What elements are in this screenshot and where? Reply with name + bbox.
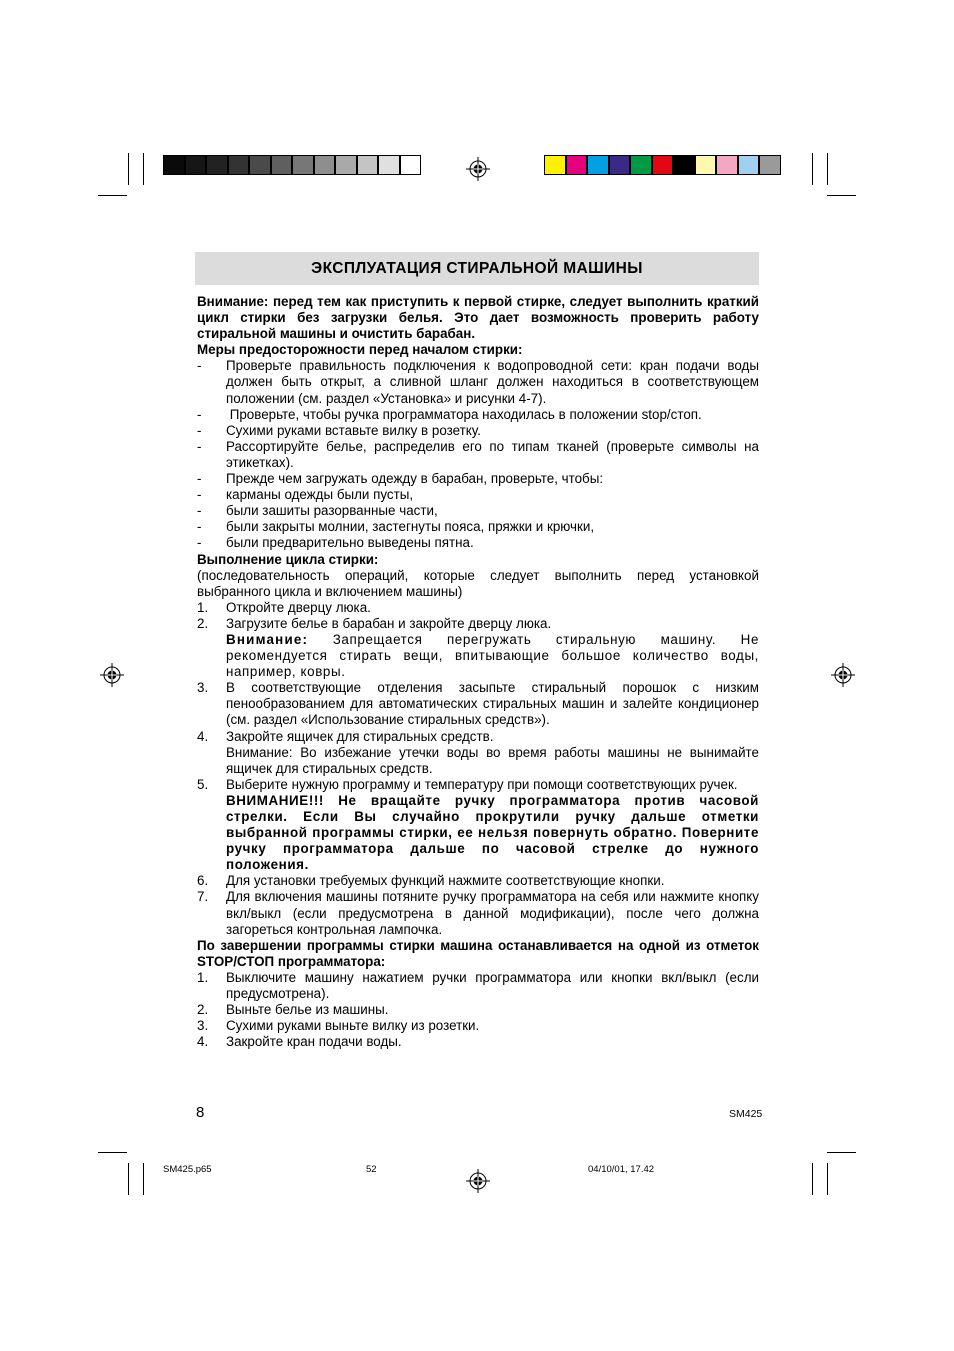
color-swatch [630, 155, 652, 175]
registration-mark-icon [831, 663, 855, 687]
intro-warning: Внимание: перед тем как приступить к первой стирке, следует выполнить краткий цикл стирки без загрузки белья. Это дает возможность проверить работу стиральной машины и очистить барабан. [197, 294, 759, 342]
color-swatch [206, 155, 228, 175]
list-item: 4. Закройте кран подачи воды. [197, 1034, 402, 1050]
color-swatch [673, 155, 695, 175]
crop-mark [143, 153, 144, 185]
color-swatch [357, 155, 379, 175]
slug-date: 04/10/01, 17.42 [588, 1164, 655, 1175]
crop-mark [827, 195, 856, 196]
section-title-banner [195, 252, 759, 285]
color-swatch [716, 155, 738, 175]
color-swatch [695, 155, 717, 175]
registration-mark-icon [100, 663, 124, 687]
color-swatch [544, 155, 566, 175]
color-swatch [163, 155, 185, 175]
color-swatch [652, 155, 674, 175]
crop-mark [812, 1163, 813, 1195]
list-item: - Проверьте, чтобы ручка программатора находилась в положении stop/стоп. [197, 406, 702, 422]
color-swatch [249, 155, 271, 175]
list-item: 1. Выключите машину нажатием ручки программатора или кнопки вкл/выкл (если предусмотрена). [197, 969, 759, 1002]
registration-mark-icon [466, 1169, 490, 1193]
crop-mark [98, 195, 127, 196]
list-item: 3. Сухими руками выньте вилку из розетки. [197, 1018, 480, 1034]
crop-mark [98, 1152, 127, 1153]
list-item: - Рассортируйте белье, распределив его по типам тканей (проверьте символы на этикетках). [197, 438, 759, 470]
model-code: SM425 [729, 1108, 763, 1120]
end-steps-list [197, 970, 759, 1050]
crop-mark [827, 1163, 828, 1195]
color-swatch [314, 155, 336, 175]
list-item: 7. Для включения машины потяните ручку программатора на себя или нажмите кнопку вкл/выкл (если предусмотрена в данной модификации), после чего должна загореться контрольная лампочка. [197, 889, 759, 937]
list-item: 4. Закройте ящичек для стиральных средств. Внимание: Во избежание утечки воды во время работы машины не вынимайте ящичек для стиральных средств. [197, 728, 759, 776]
crop-mark [128, 1163, 129, 1195]
process-color-bar [544, 155, 781, 175]
crop-mark [827, 1152, 856, 1153]
color-swatch [400, 155, 422, 175]
warning-label: Внимание: [226, 631, 309, 647]
main-content [197, 294, 759, 1050]
color-swatch [566, 155, 588, 175]
list-item: 2. Загрузите белье в барабан и закройте дверцу люка. Внимание: Запрещается перегружать стиральную машину. Не рекомендуется стирать вещи, впитывающие большое количество воды, например, ковры. [197, 615, 759, 680]
list-item: - были закрыты молнии, застегнуты пояса, пряжки и крючки, [197, 519, 595, 535]
precautions-list [197, 358, 759, 551]
color-swatch [228, 155, 250, 175]
list-item: 6. Для установки требуемых функций нажмите соответствующие кнопки. [197, 873, 665, 889]
programmer-warning: ВНИМАНИЕ!!! Не вращайте ручку программатора против часовой стрелки. Если Вы случайно прокрутили ручку дальше отметки выбранной программы стирки, ее нельзя повернуть обратно. Поверните ручку программатора дальше по часовой стрелке до нужного положения. [226, 792, 759, 873]
crop-mark [827, 153, 828, 185]
list-item: - Сухими руками вставьте вилку в розетку. [197, 422, 481, 438]
list-item: - карманы одежды были пусты, [197, 487, 414, 503]
list-item: - Проверьте правильность подключения к водопроводной сети: кран подачи воды должен быть открыт, а сливной шланг должен находиться в соответствующем положении (см. раздел «Установка» и рисунки 4-7). [197, 358, 759, 406]
cycle-heading: Выполнение цикла стирки: [197, 551, 379, 567]
crop-mark [128, 153, 129, 185]
list-item: 5. Выберите нужную программу и температуру при помощи соответствующих ручек. ВНИМАНИЕ!!! Не вращайте ручку программатора против часовой стрелки. Если Вы случайно прокрутили ручку дальше отметки выбранной программы стирки, ее нельзя повернуть обратно. Поверните ручку программатора дальше по часовой стрелке до нужного положения. [197, 776, 759, 873]
end-heading: По завершении программы стирки машина останавливается на одной из отметок STOP/СТОП программатора: [197, 937, 759, 969]
precautions-heading: Меры предосторожности перед началом стирки: [197, 342, 523, 358]
slug-filename: SM425.p65 [163, 1164, 212, 1175]
color-swatch [378, 155, 400, 175]
registration-mark-icon [466, 157, 490, 181]
gray-color-bar [163, 155, 421, 175]
slug-page: 52 [366, 1164, 377, 1175]
color-swatch [271, 155, 293, 175]
crop-mark [812, 153, 813, 185]
color-swatch [759, 155, 781, 175]
page-number: 8 [196, 1104, 205, 1121]
list-item: - Прежде чем загружать одежду в барабан, проверьте, чтобы: [197, 471, 604, 487]
color-swatch [292, 155, 314, 175]
cycle-intro: (последовательность операций, которые следует выполнить перед установкой выбранного цикла и включением машины) [197, 567, 759, 599]
crop-mark [143, 1163, 144, 1195]
color-swatch [587, 155, 609, 175]
list-item: - были зашиты разорванные части, [197, 503, 438, 519]
list-item: - были предварительно выведены пятна. [197, 535, 474, 551]
color-swatch [738, 155, 760, 175]
color-swatch [185, 155, 207, 175]
list-item: 1. Откройте дверцу люка. [197, 599, 371, 615]
list-item: 3. В соответствующие отделения засыпьте стиральный порошок с низким пенообразованием для автоматических стиральных машин и залейте кондиционер (см. раздел «Использование стиральных средств»). [197, 680, 759, 728]
section-title: ЭКСПЛУАТАЦИЯ СТИРАЛЬНОЙ МАШИНЫ [311, 259, 643, 277]
cycle-steps-list [197, 600, 759, 938]
color-swatch [609, 155, 631, 175]
list-item: 2. Выньте белье из машины. [197, 1002, 389, 1018]
color-swatch [335, 155, 357, 175]
